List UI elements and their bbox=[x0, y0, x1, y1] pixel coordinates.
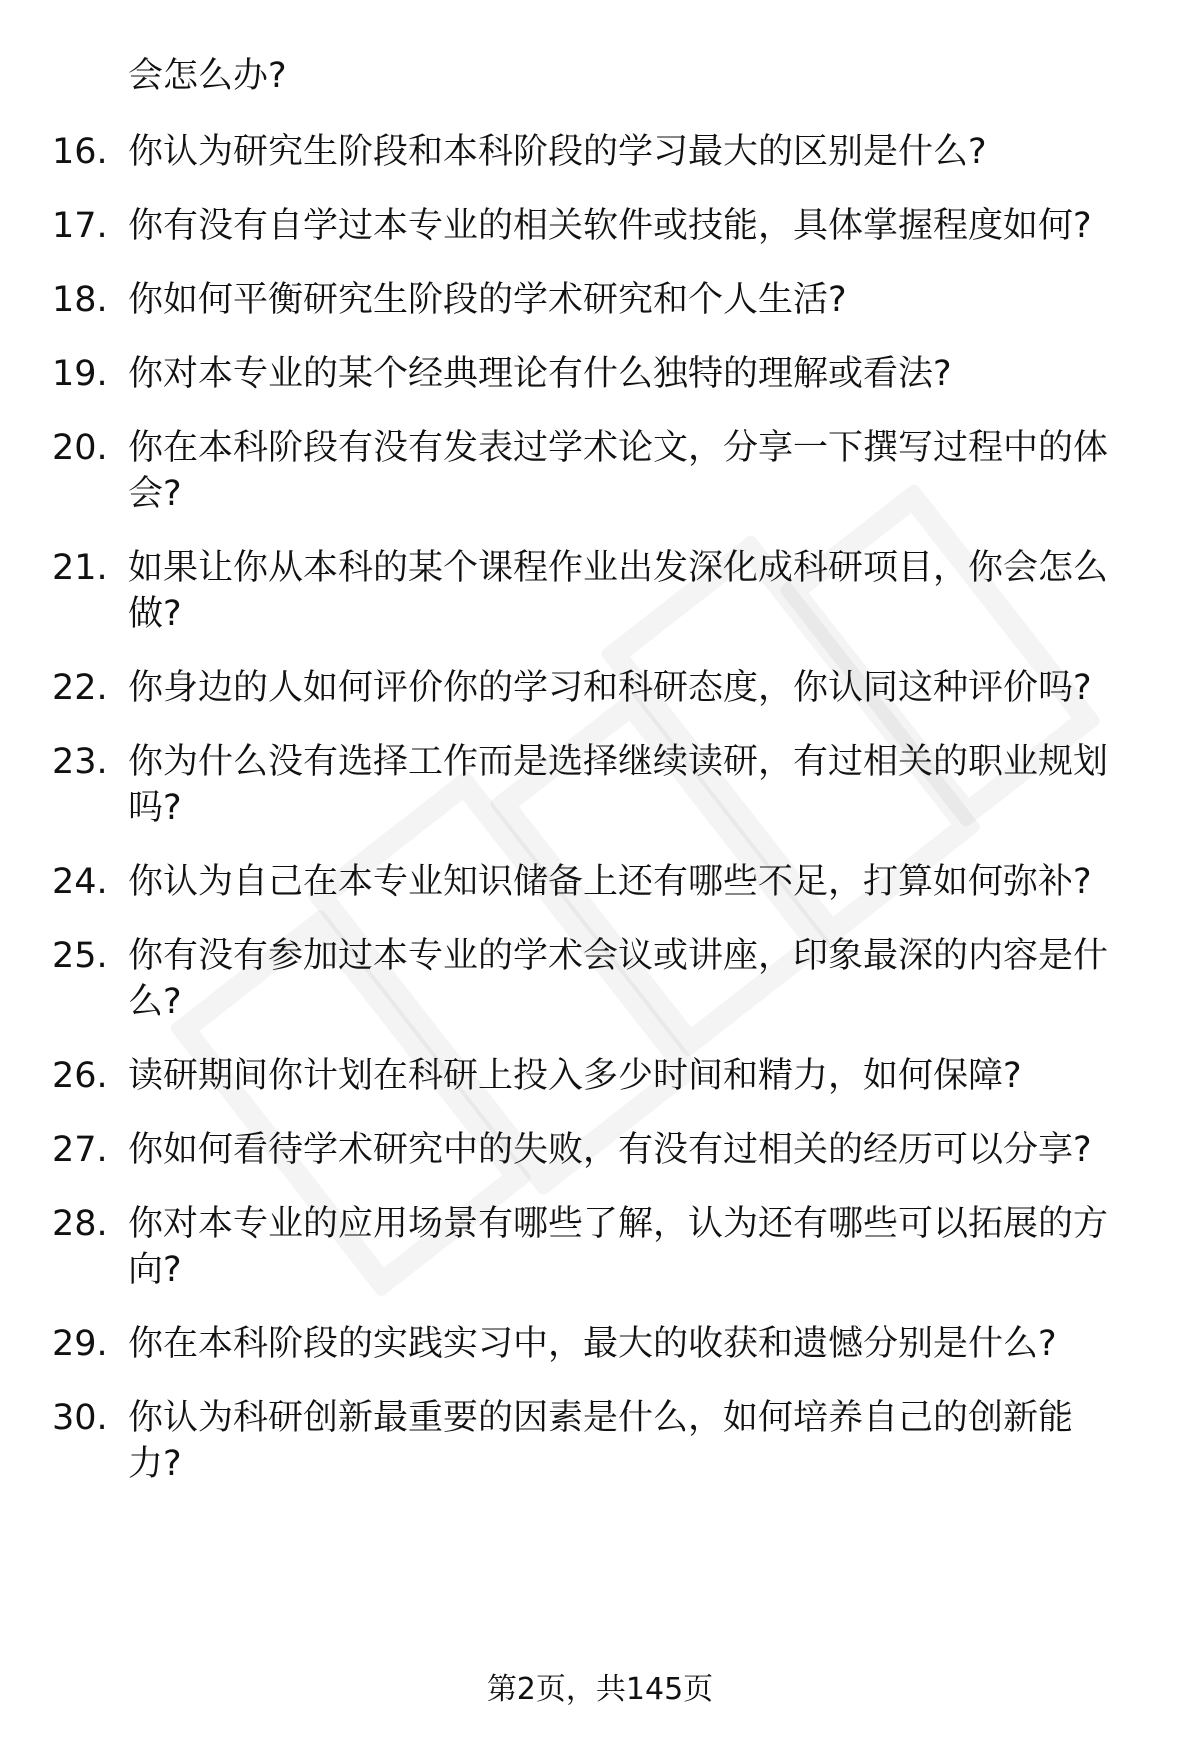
question-number: 16. bbox=[52, 132, 108, 172]
question-text: 你认为科研创新最重要的因素是什么，如何培养自己的创新能 bbox=[128, 1398, 1074, 1438]
question-text: 你在本科阶段的实践实习中，最大的收获和遗憾分别是什么? bbox=[128, 1324, 1057, 1364]
question-number: 20. bbox=[52, 428, 108, 468]
question-number: 18. bbox=[52, 280, 108, 320]
question-number: 21. bbox=[52, 548, 108, 588]
question-number: 28. bbox=[52, 1204, 108, 1244]
question-number: 24. bbox=[52, 862, 108, 902]
question-text: 你认为研究生阶段和本科阶段的学习最大的区别是什么? bbox=[128, 132, 987, 172]
question-text: 做? bbox=[128, 594, 182, 634]
question-number: 26. bbox=[52, 1056, 108, 1096]
question-text: 向? bbox=[128, 1250, 182, 1290]
question-text: 吗? bbox=[128, 788, 182, 828]
question-number: 17. bbox=[52, 206, 108, 246]
question-text: 读研期间你计划在科研上投入多少时间和精力，如何保障? bbox=[128, 1056, 1022, 1096]
question-text: 你为什么没有选择工作而是选择继续读研，有过相关的职业规划 bbox=[128, 742, 1109, 782]
question-number: 22. bbox=[52, 668, 108, 708]
question-number: 30. bbox=[52, 1398, 108, 1438]
question-text: 你对本专业的应用场景有哪些了解，认为还有哪些可以拓展的方 bbox=[128, 1204, 1109, 1244]
question-text: 你身边的人如何评价你的学习和科研态度，你认同这种评价吗? bbox=[128, 668, 1092, 708]
question-number: 25. bbox=[52, 936, 108, 976]
question-number: 27. bbox=[52, 1130, 108, 1170]
question-text: 你如何看待学术研究中的失败，有没有过相关的经历可以分享? bbox=[128, 1130, 1092, 1170]
question-text: 你如何平衡研究生阶段的学术研究和个人生活? bbox=[128, 280, 847, 320]
page-footer: 第2页，共145页 bbox=[486, 1672, 714, 1707]
question-text: 如果让你从本科的某个课程作业出发深化成科研项目，你会怎么 bbox=[128, 548, 1109, 588]
question-text: 你在本科阶段有没有发表过学术论文，分享一下撰写过程中的体 bbox=[128, 428, 1109, 468]
question-text: 你有没有参加过本专业的学术会议或讲座，印象最深的内容是什 bbox=[128, 936, 1109, 976]
question-number: 19. bbox=[52, 354, 108, 394]
question-text: 力? bbox=[128, 1444, 182, 1484]
question-number: 29. bbox=[52, 1324, 108, 1364]
question-text: 你对本专业的某个经典理论有什么独特的理解或看法? bbox=[128, 354, 952, 394]
question-number: 23. bbox=[52, 742, 108, 782]
question-text: 么? bbox=[128, 982, 182, 1022]
question-text: 会? bbox=[128, 474, 182, 514]
question-text: 你有没有自学过本专业的相关软件或技能，具体掌握程度如何? bbox=[128, 206, 1092, 246]
question-text: 你认为自己在本专业知识储备上还有哪些不足，打算如何弥补? bbox=[128, 862, 1092, 902]
continuation-line: 会怎么办? bbox=[128, 56, 287, 96]
